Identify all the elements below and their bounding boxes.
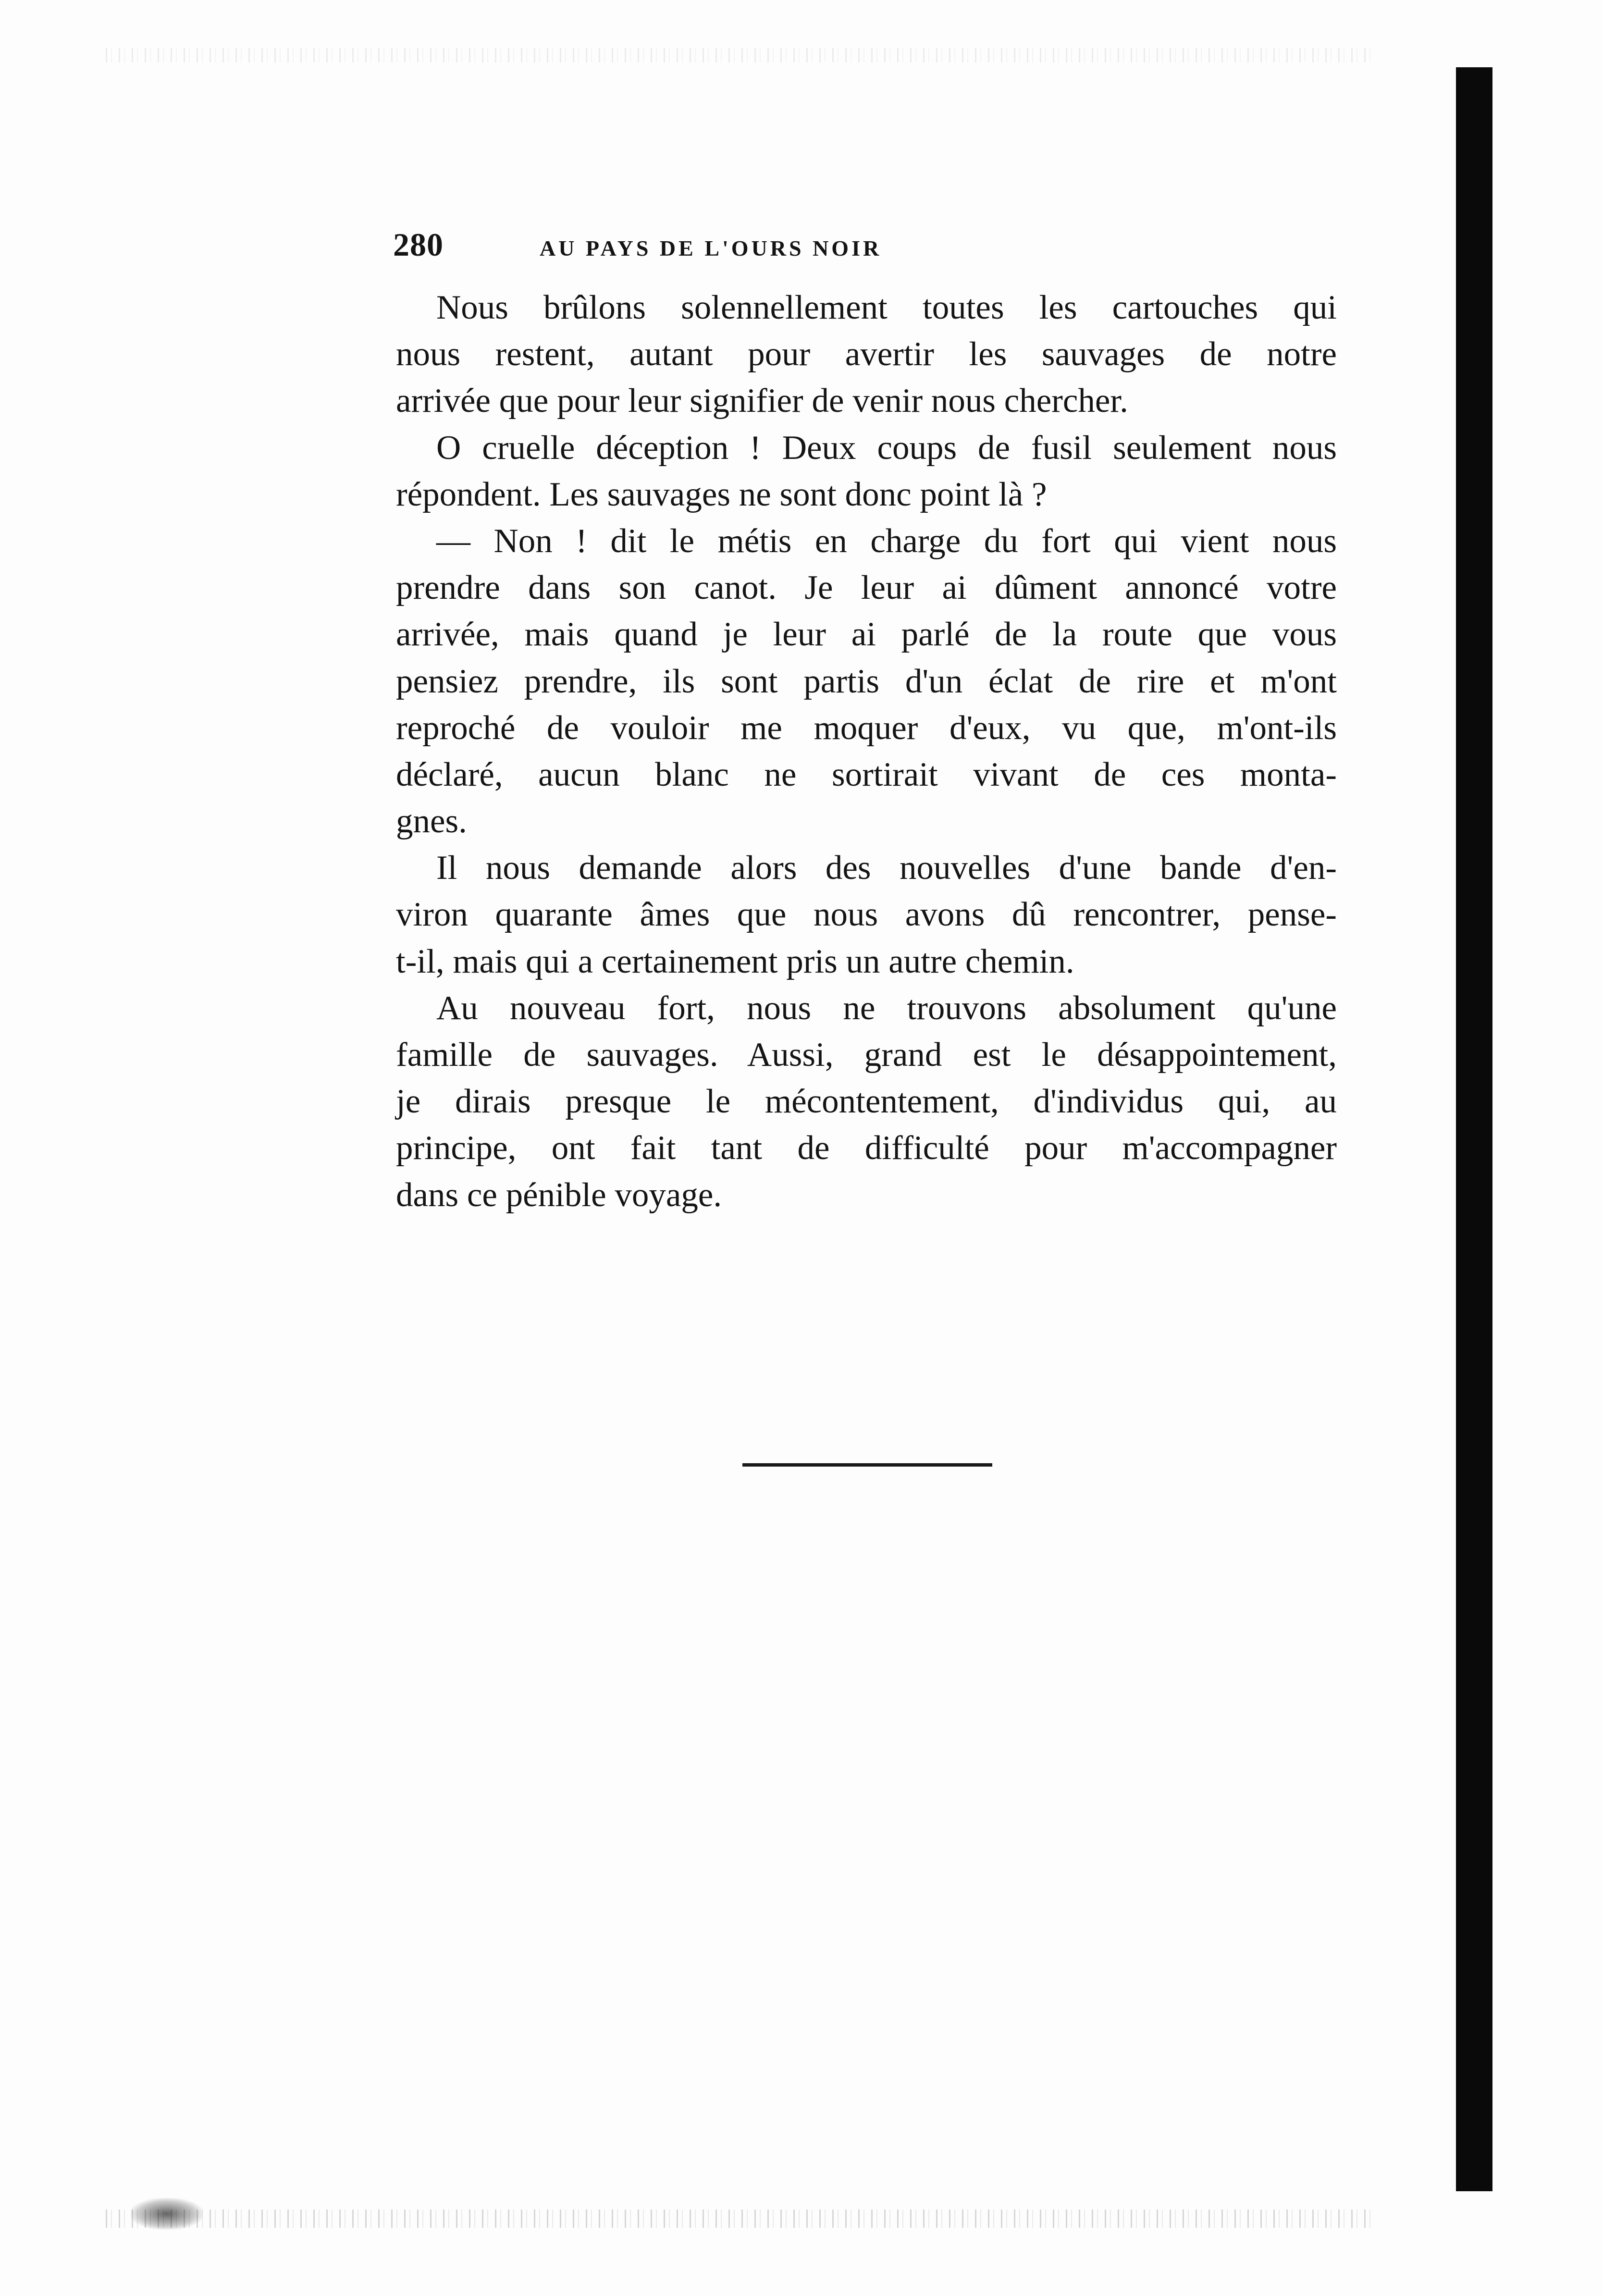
text-line: dans ce pénible voyage. — [396, 1176, 722, 1214]
scan-noise-bottom — [106, 2210, 1374, 2228]
text-line: — Non ! dit le métis en charge du fort qui vient nous — [436, 522, 1337, 560]
page-number: 280 — [393, 226, 444, 263]
binding-shadow-strip — [1456, 67, 1492, 2191]
text-line: nous restent, autant pour avertir les sauvages de notre — [396, 335, 1337, 373]
chapter-end-rule — [742, 1463, 992, 1467]
text-line: répondent. Les sauvages ne sont donc point là ? — [396, 475, 1047, 513]
text-line: O cruelle déception ! Deux coups de fusil seulement nous — [436, 429, 1337, 467]
text-line: Nous brûlons solennellement toutes les cartouches qui — [436, 289, 1337, 326]
text-line: arrivée, mais quand je leur ai parlé de la route que vous — [396, 616, 1337, 654]
body-text — [396, 284, 1337, 1219]
text-line: Au nouveau fort, nous ne trouvons absolument qu'une — [436, 989, 1337, 1027]
corner-smudge — [131, 2198, 203, 2230]
text-line: viron quarante âmes que nous avons dû rencontrer, pense- — [396, 896, 1337, 934]
text-line: pensiez prendre, ils sont partis d'un éclat de rire et m'ont — [396, 662, 1337, 700]
text-line: arrivée que pour leur signifier de venir nous chercher. — [396, 382, 1128, 420]
text-line: t-il, mais qui a certainement pris un autre chemin. — [396, 942, 1074, 980]
text-line: principe, ont fait tant de difficulté pour m'accompagner — [396, 1129, 1337, 1167]
running-title: AU PAYS DE L'OURS NOIR — [540, 236, 882, 260]
text-line: Il nous demande alors des nouvelles d'une bande d'en- — [436, 849, 1337, 887]
text-line: reproché de vouloir me moquer d'eux, vu que, m'ont-ils — [396, 709, 1337, 747]
text-line: déclaré, aucun blanc ne sortirait vivant de ces monta- — [396, 755, 1337, 793]
text-line: je dirais presque le mécontentement, d'individus qui, au — [396, 1083, 1337, 1121]
text-line: gnes. — [396, 802, 467, 840]
running-head — [393, 226, 1344, 264]
text-line: prendre dans son canot. Je leur ai dûment annoncé votre — [396, 569, 1337, 607]
scan-noise-top — [106, 48, 1374, 62]
text-line: famille de sauvages. Aussi, grand est le désappointement, — [396, 1036, 1337, 1074]
